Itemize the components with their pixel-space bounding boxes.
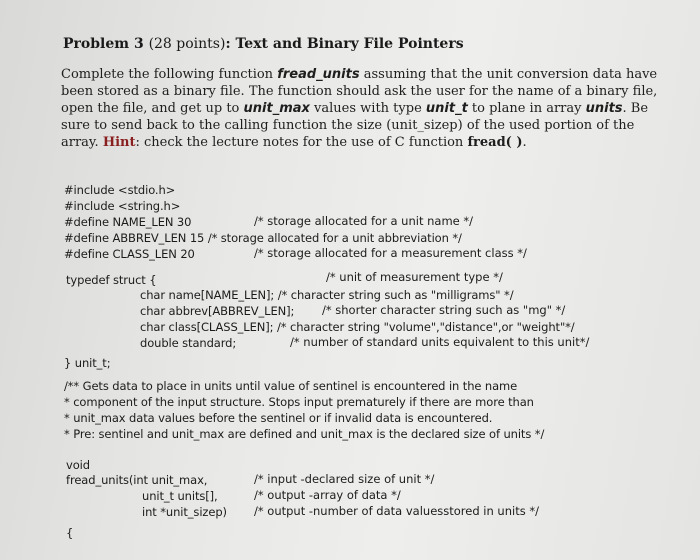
- struct-open: typedef struct {: [66, 273, 157, 287]
- struct-close: } unit_t;: [64, 356, 111, 370]
- struct-field-name: char name[NAME_LEN]; /* character string such as "milligrams" */: [140, 288, 514, 302]
- doc-comment-line-1: /** Gets data to place in units until value of sentinel is encountered in the name: [64, 379, 518, 393]
- include-stdio: #include <stdio.h>: [64, 183, 176, 197]
- func-signature-line-3: int *unit_sizep): [142, 505, 227, 519]
- description-line-3: open the file, and get up to unit_max values with type unit_t to plane in array units. Be: [61, 101, 649, 116]
- problem-title: [63, 36, 464, 52]
- problem-number: Problem 3: [63, 36, 144, 52]
- problem-topic: : Text and Binary File Pointers: [225, 36, 464, 52]
- define-class-len-comment: /* storage allocated for a measurement class */: [254, 246, 527, 260]
- hint-label: Hint: [102, 135, 136, 150]
- description-line-5: array. Hint: check the lecture notes for the use of C function fread( ).: [61, 135, 527, 150]
- func-signature-line-2: unit_t units[],: [142, 489, 218, 503]
- doc-comment-line-3: * unit_max data values before the sentinel or if invalid data is encountered.: [64, 411, 493, 425]
- func-open-brace: {: [66, 526, 74, 540]
- struct-field-abbrev-comment: /* shorter character string such as "mg" */: [322, 303, 566, 317]
- define-name-len: #define NAME_LEN 30: [64, 215, 192, 229]
- function-name-ref: fread_units: [277, 67, 360, 82]
- doc-comment-line-2: * component of the input structure. Stops input prematurely if there are more than: [64, 395, 534, 409]
- struct-field-standard: double standard;: [140, 336, 237, 350]
- description-line-1: Complete the following function fread_units assuming that the unit conversion data have: [61, 67, 658, 82]
- define-abbrev-len: #define ABBREV_LEN 15 /* storage allocated for a unit abbreviation */: [64, 231, 462, 245]
- description-line-4: sure to send back to the calling function the size (unit_sizep) of the used portion of the: [61, 118, 635, 133]
- func-signature-line-1: fread_units(int unit_max,: [66, 473, 208, 487]
- func-param-max-comment: /* input -declared size of unit */: [254, 472, 435, 486]
- include-string: #include <string.h>: [64, 199, 181, 213]
- func-param-units-comment: /* output -array of data */: [254, 488, 401, 502]
- define-name-len-comment: /* storage allocated for a unit name */: [254, 214, 474, 228]
- fread-ref: fread( ): [467, 135, 523, 150]
- func-return-type: void: [66, 458, 90, 472]
- description-line-2: been stored as a binary file. The function should ask the user for the name of a binary file,: [61, 84, 658, 99]
- define-class-len: #define CLASS_LEN 20: [64, 247, 195, 261]
- problem-points: (28 points): [148, 36, 226, 52]
- struct-field-class: char class[CLASS_LEN]; /* character string "volume","distance",or "weight"*/: [140, 320, 575, 334]
- struct-comment: /* unit of measurement type */: [326, 270, 503, 284]
- struct-field-abbrev: char abbrev[ABBREV_LEN];: [140, 304, 295, 318]
- problem-description: [61, 66, 661, 151]
- struct-field-standard-comment: /* number of standard units equivalent to this unit*/: [290, 335, 590, 349]
- func-param-sizep-comment: /* output -number of data valuesstored in units */: [254, 504, 539, 518]
- doc-comment-line-4: * Pre: sentinel and unit_max are defined and unit_max is the declared size of units */: [64, 427, 545, 441]
